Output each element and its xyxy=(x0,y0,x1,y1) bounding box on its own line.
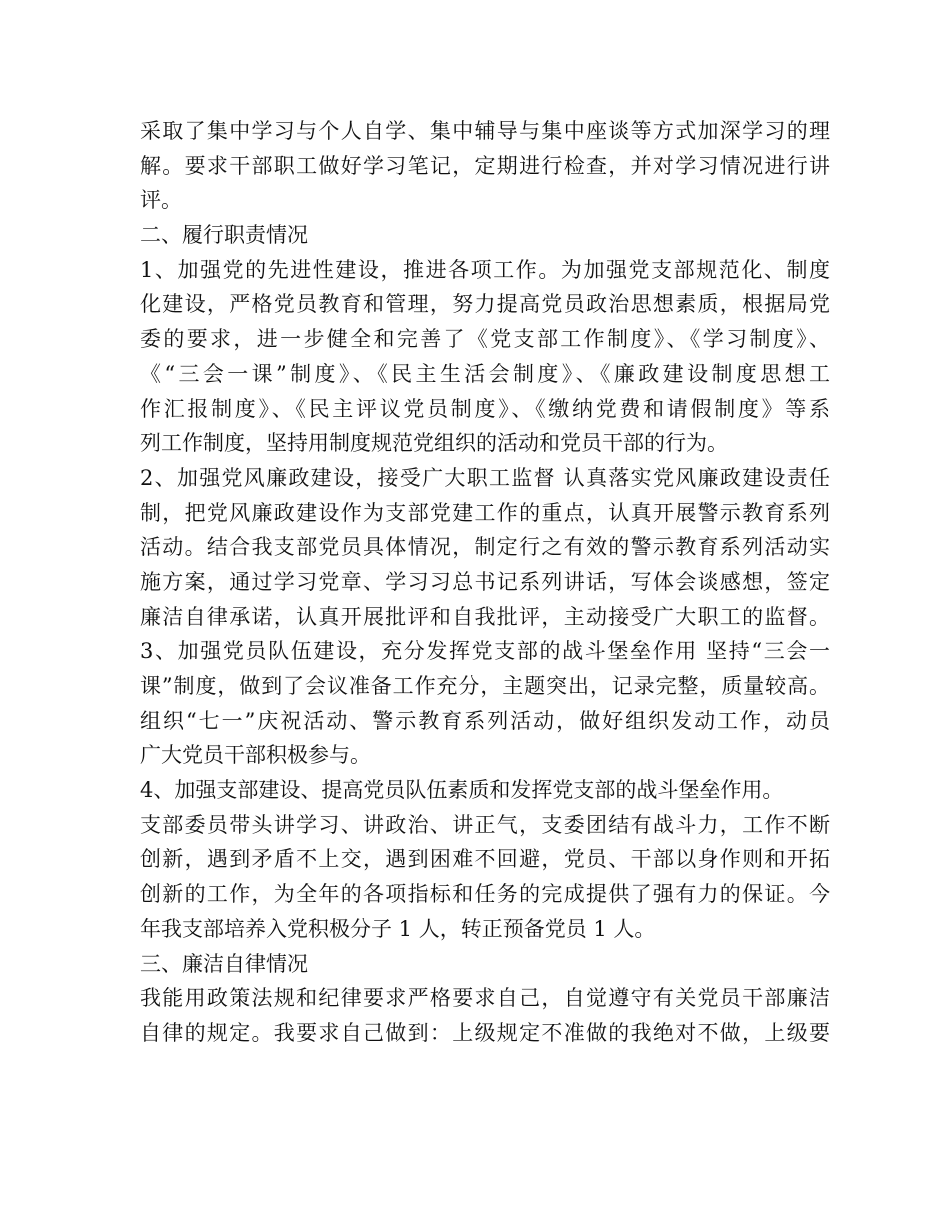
section-heading: 二、履行职责情况 xyxy=(140,223,308,248)
text-line: 施方案，通过学习党章、学习习总书记系列讲话，写体会谈感想，签定 xyxy=(140,569,830,594)
text-line: 自律的规定。我要求自己做到：上级规定不准做的我绝对不做，上级要 xyxy=(140,1020,830,1045)
text-line: 组织“七一”庆祝活动、警示教育系列活动，做好组织发动工作，动员 xyxy=(140,708,830,733)
text-line: 评。 xyxy=(140,188,182,213)
text-line: 年我支部培养入党积极分子 1 人，转正预备党员 1 人。 xyxy=(140,916,656,941)
text-line: 委的要求，进一步健全和完善了《党支部工作制度》、《学习制度》、 xyxy=(140,327,830,352)
text-line: 2、加强党风廉政建设，接受广大职工监督 认真落实党风廉政建设责任 xyxy=(140,465,830,490)
text-line: 列工作制度，坚持用制度规范党组织的活动和党员干部的行为。 xyxy=(140,431,728,456)
text-line: 3、加强党员队伍建设，充分发挥党支部的战斗堡垒作用 坚持“三会一 xyxy=(140,639,830,664)
text-line: 采取了集中学习与个人自学、集中辅导与集中座谈等方式加深学习的理 xyxy=(140,119,830,143)
text-line: 创新，遇到矛盾不上交，遇到困难不回避，党员、干部以身作则和开拓 xyxy=(140,847,830,872)
text-line: 课”制度，做到了会议准备工作充分，主题突出，记录完整，质量较高。 xyxy=(140,674,830,698)
text-line: 《“三会一课”制度》、《民主生活会制度》、《廉政建设制度思想工 xyxy=(140,361,830,386)
document-body xyxy=(140,114,830,1051)
text-line: 创新的工作，为全年的各项指标和任务的完成提供了强有力的保证。今 xyxy=(140,882,830,907)
text-line: 解。要求干部职工做好学习笔记，定期进行检查，并对学习情况进行讲 xyxy=(140,153,830,178)
text-line: 作汇报制度》、《民主评议党员制度》、《缴纳党费和请假制度》等系 xyxy=(140,396,830,421)
text-line: 4、加强支部建设、提高党员队伍素质和发挥党支部的战斗堡垒作用。 xyxy=(140,778,784,803)
text-line: 活动。结合我支部党员具体情况，制定行之有效的警示教育系列活动实 xyxy=(140,535,830,560)
text-line: 广大党员干部积极参与。 xyxy=(140,743,371,768)
text-line: 化建设，严格党员教育和管理，努力提高党员政治思想素质，根据局党 xyxy=(140,292,830,317)
text-line: 廉洁自律承诺，认真开展批评和自我批评，主动接受广大职工的监督。 xyxy=(140,604,830,629)
section-heading: 三、廉洁自律情况 xyxy=(140,951,308,976)
text-line: 制，把党风廉政建设作为支部党建工作的重点，认真开展警示教育系列 xyxy=(140,500,830,525)
text-line: 1、加强党的先进性建设，推进各项工作。为加强党支部规范化、制度 xyxy=(140,257,830,282)
text-line: 我能用政策法规和纪律要求严格要求自己，自觉遵守有关党员干部廉洁 xyxy=(140,986,830,1011)
text-line: 支部委员带头讲学习、讲政治、讲正气，支委团结有战斗力，工作不断 xyxy=(140,812,830,837)
